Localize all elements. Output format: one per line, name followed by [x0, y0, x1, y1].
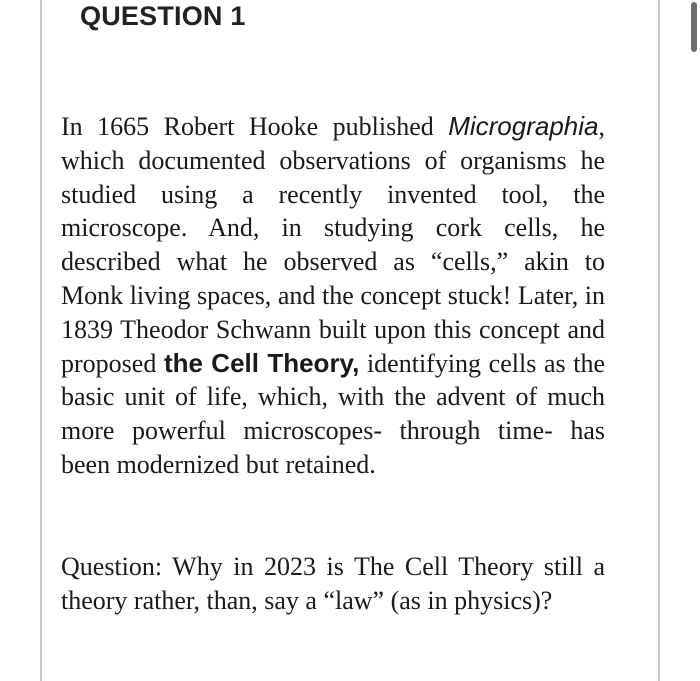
book-title-micrographia: Micrographia: [448, 111, 599, 141]
passage-paragraph: [61, 110, 605, 482]
cell-theory-emphasis: the Cell Theory,: [163, 347, 360, 378]
passage-text-2: , which documented observations of organisms he studied using a recently invented tool, the microscope. And, in studying cork cells, he described what he observed as “cells,” akin to Monk living spaces, and the concept stuck! Later, in 1839 Theodor Schwann built upon this concept and proposed: [61, 112, 605, 378]
vertical-scrollbar[interactable]: [688, 0, 700, 681]
passage-text-3: identifying cells as the basic unit of life, which, with the advent of much more powerful microscopes- through time- has been modernized but retained.: [61, 348, 605, 479]
passage-text-1: In 1665 Robert Hooke published: [61, 112, 449, 141]
question-title: QUESTION 1: [80, 1, 246, 31]
question-prompt: Question: Why in 2023 is The Cell Theory still a theory rather, than, say a “law” (as in physics)?: [61, 552, 605, 615]
scrollbar-thumb[interactable]: [691, 2, 697, 52]
